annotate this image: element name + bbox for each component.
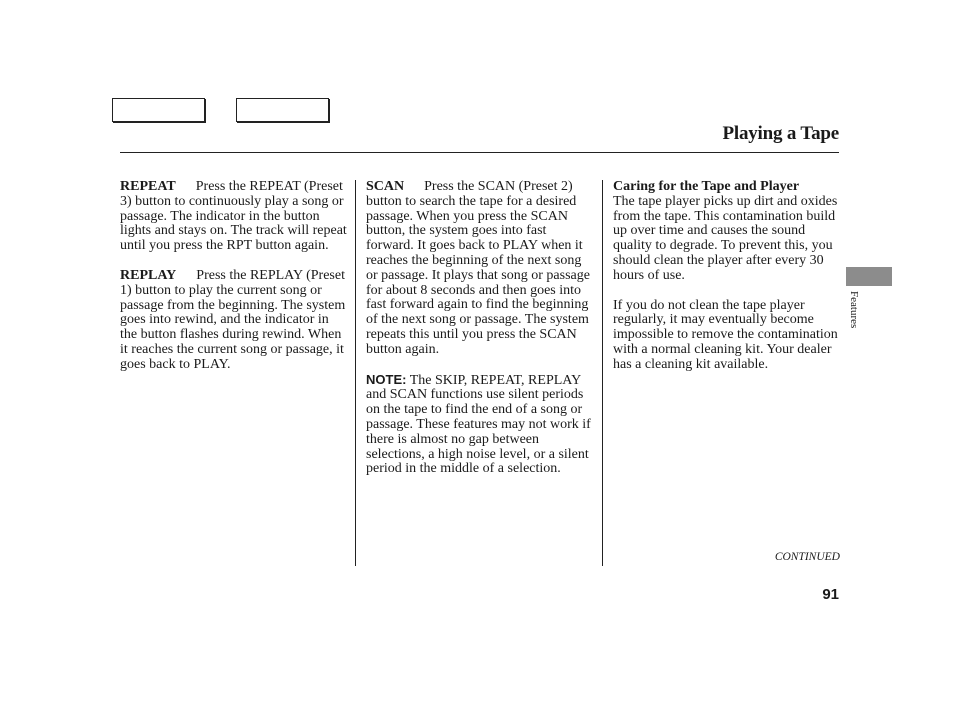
care-paragraph-2: If you do not clean the tape player regularly, it may eventually become impossible to remove the contamination with a normal cleaning kit. Your dealer has a cleaning kit available. — [613, 297, 838, 372]
column-right — [613, 180, 841, 388]
previous-page-button[interactable] — [112, 98, 205, 122]
replay-paragraph — [120, 269, 347, 373]
note-label: NOTE: — [366, 371, 407, 387]
page-number: 91 — [822, 586, 839, 603]
section-tab — [846, 267, 892, 286]
scan-term: SCAN — [366, 179, 405, 194]
replay-text: Press the REPLAY (Preset 1) button to play the current song or passage from the beginning. The system goes into rewind, and the indicator in the button flashes during rewind. When it reaches the current song or passage, it goes back to PLAY. — [120, 267, 346, 372]
continued-label: CONTINUED — [774, 551, 840, 563]
column-divider-1 — [355, 180, 356, 566]
title-rule — [120, 152, 839, 153]
note-text: The SKIP, REPEAT, REPLAY and SCAN functions use silent periods on the tape to find the end of a song or passage. These features may not work if there is almost no gap between selections, a high noise level, or a silent period in the middle of a selection. — [366, 372, 591, 477]
repeat-term: REPEAT — [120, 179, 176, 194]
repeat-text: Press the REPEAT (Preset 3) button to continuously play a song or passage. The indicator in the button lights and stays on. The track will repeat until you press the RPT button again. — [120, 179, 347, 254]
page-title: Playing a Tape — [722, 123, 839, 144]
care-text-1: The tape player picks up dirt and oxides from the tape. This contamination build up over time and causes the sound quality to degrade. To prevent this, you should clean the player after every 30 hours of use. — [613, 193, 838, 283]
column-left — [120, 180, 347, 388]
section-label: Features — [848, 291, 860, 329]
scan-paragraph — [366, 180, 594, 358]
column-middle — [366, 180, 594, 492]
column-divider-2 — [602, 180, 603, 566]
care-heading: Caring for the Tape and Player — [613, 179, 800, 194]
repeat-paragraph — [120, 180, 347, 254]
next-page-button[interactable] — [236, 98, 329, 122]
replay-term: REPLAY — [120, 267, 177, 283]
scan-text: Press the SCAN (Preset 2) button to search the tape for a desired passage. When you press the SCAN button, the system goes into fast forward. It goes back to PLAY when it reaches the beginning of the next song or passage. It plays that song or passage for about 8 seconds and then goes into fast forward again to find the beginning of the next song or passage. The system repeats this until you press the SCAN button again. — [366, 179, 590, 357]
care-paragraph-1 — [613, 180, 841, 284]
note-paragraph — [366, 373, 594, 478]
